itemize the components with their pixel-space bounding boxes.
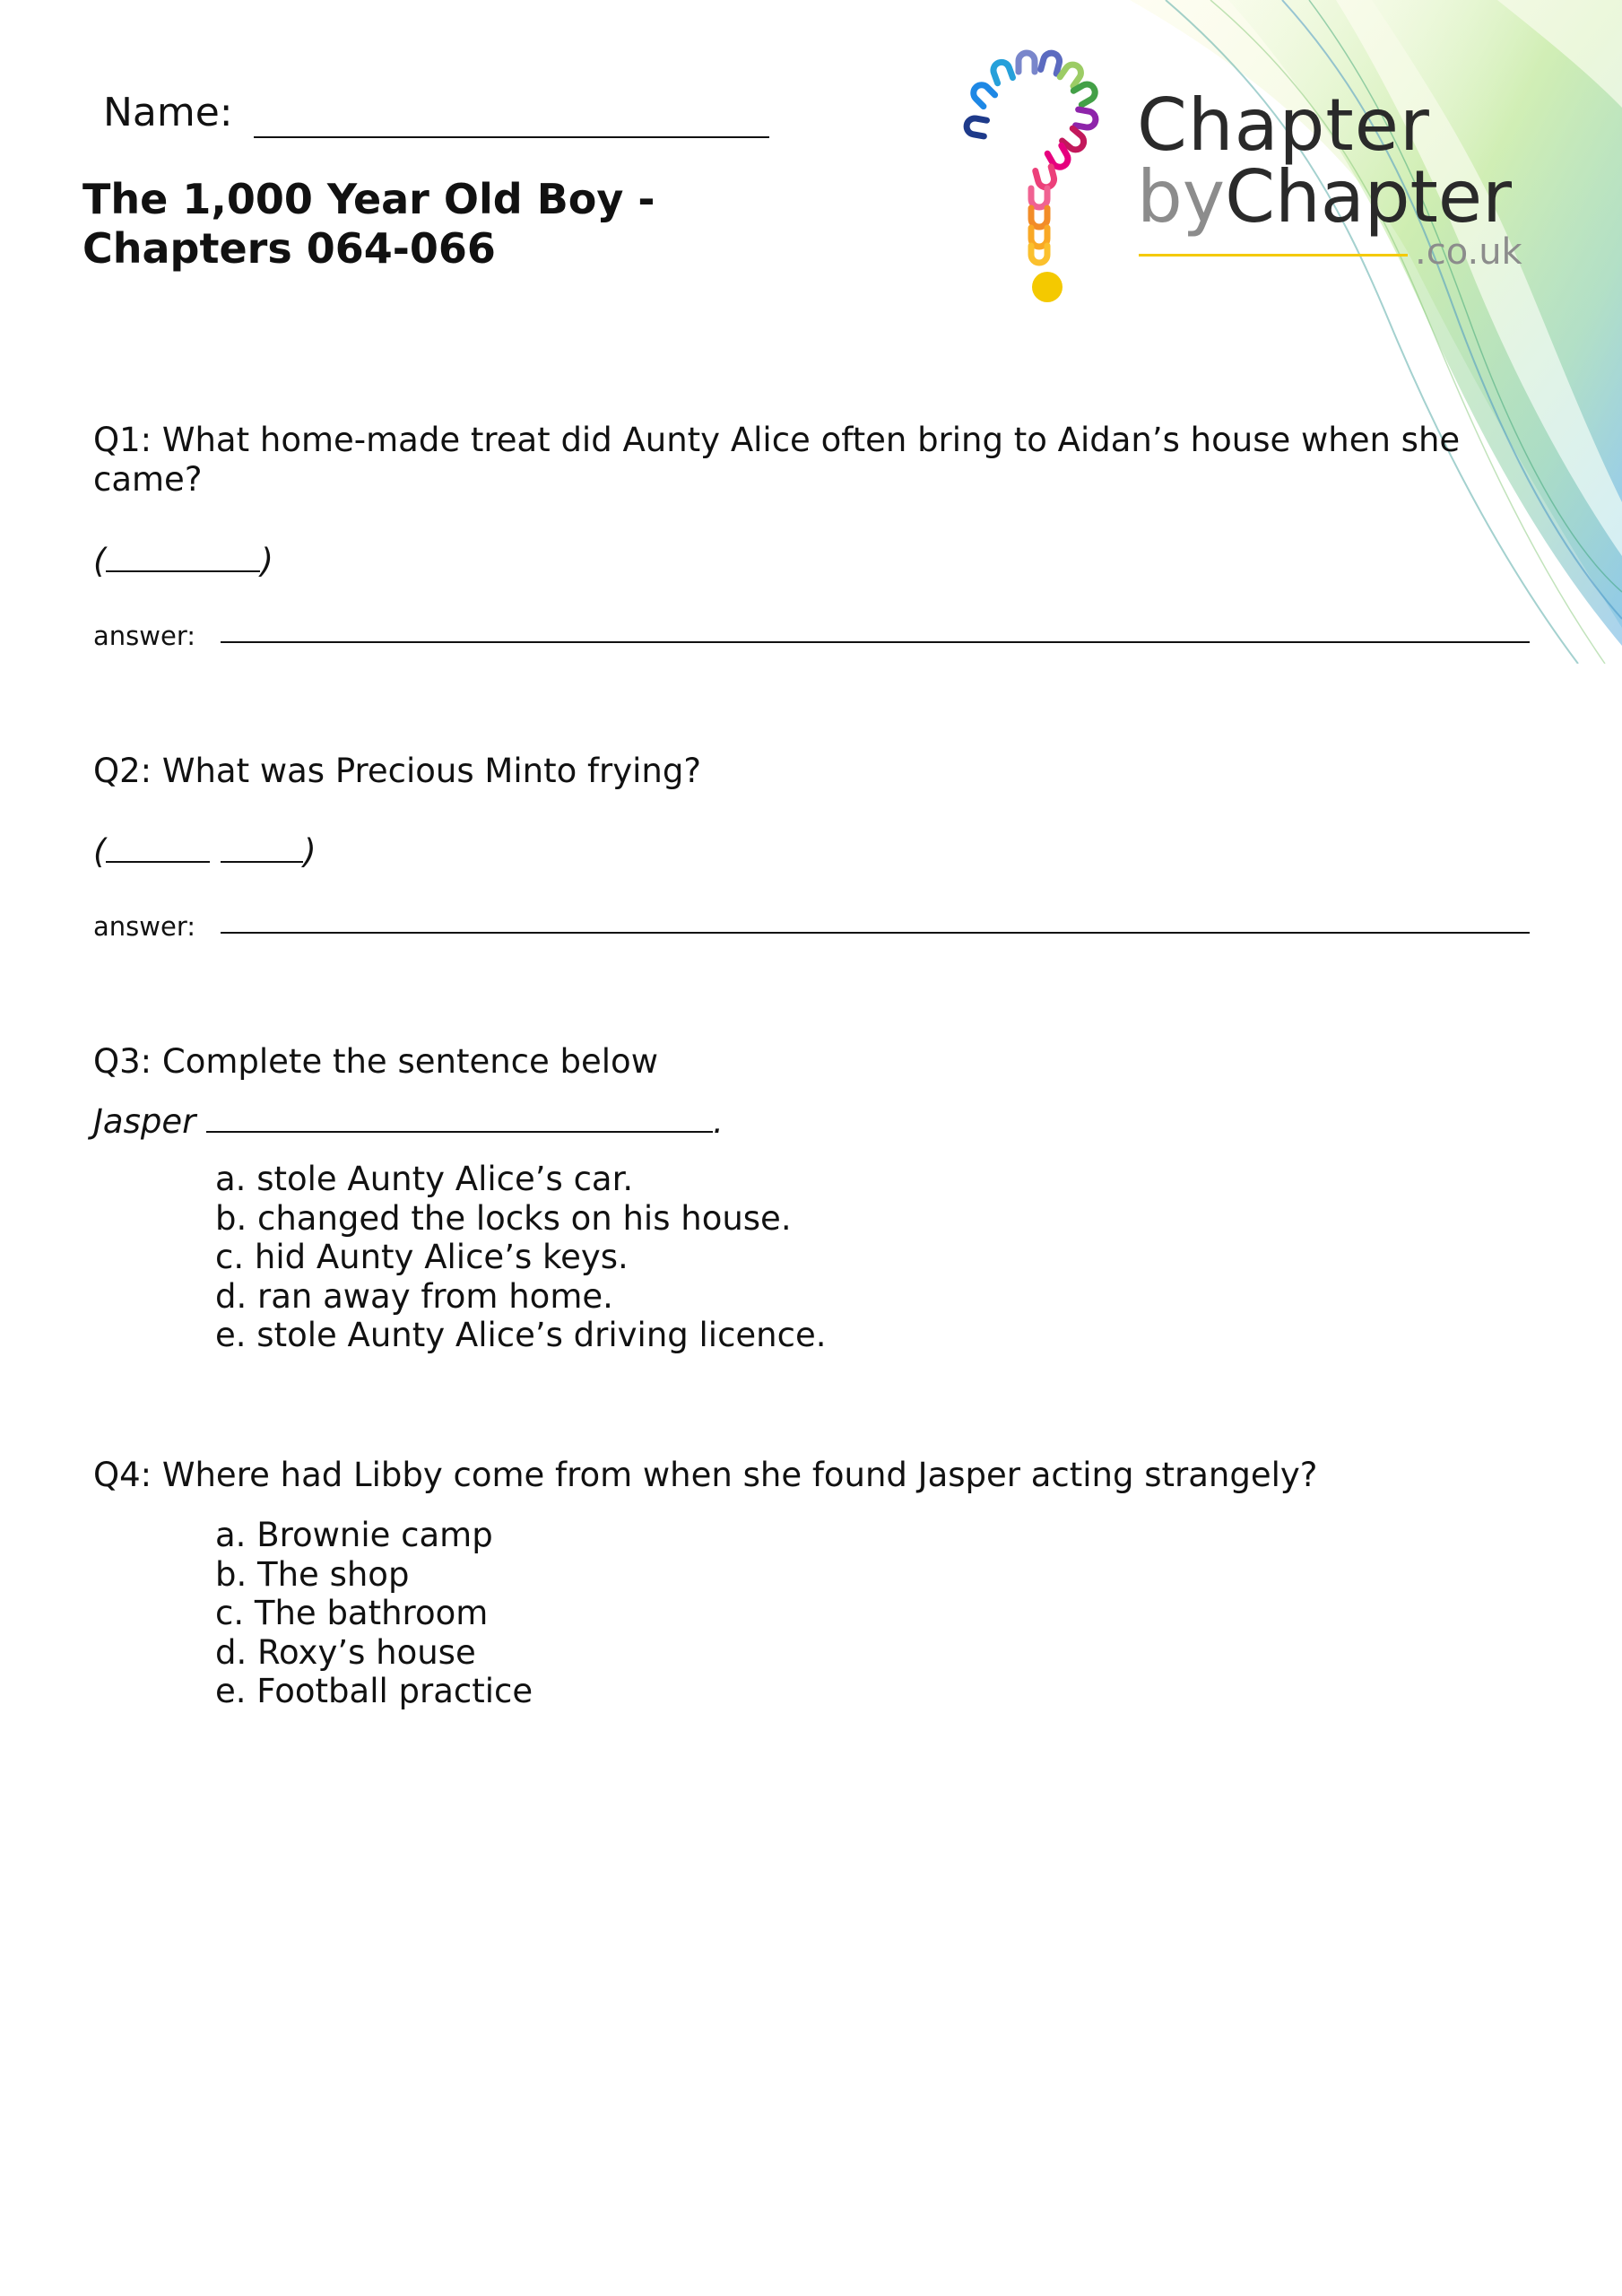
logo-underline [1139, 254, 1408, 257]
sentence-blank[interactable] [206, 1108, 713, 1133]
question-4-option[interactable]: c. The bathroom [215, 1594, 489, 1632]
name-field[interactable] [254, 136, 769, 138]
sentence-start: Jasper [93, 1102, 196, 1141]
title-line-2: Chapters 064-066 [82, 224, 496, 273]
question-4-option[interactable]: a. Brownie camp [215, 1516, 493, 1554]
hint-open-paren: ( [93, 542, 107, 580]
logo-word-chapter-2: Chapter [1225, 155, 1512, 239]
question-3-options [215, 1160, 827, 1355]
question-3-option[interactable]: a. stole Aunty Alice’s car. [215, 1160, 634, 1198]
question-2-hint [93, 832, 317, 871]
question-3-option[interactable]: c. hid Aunty Alice’s keys. [215, 1238, 629, 1276]
question-4-options [215, 1516, 533, 1711]
question-3-option[interactable]: e. stole Aunty Alice’s driving licence. [215, 1316, 827, 1354]
hint-blank-1 [106, 838, 210, 863]
logo-question-mark-icon [959, 45, 1139, 314]
question-3-text: Q3: Complete the sentence below [93, 1042, 658, 1081]
logo-word-chapter: Chapter [1137, 83, 1430, 167]
question-4-option[interactable]: b. The shop [215, 1554, 410, 1594]
hint-blank-2 [221, 838, 303, 863]
name-label: Name: [103, 90, 233, 135]
question-1-text: Q1: What home-made treat did Aunty Alice often bring to Aidan’s house when she came? [93, 421, 1461, 499]
logo-word-bychapter [1137, 155, 1512, 239]
question-1-answer-field[interactable] [221, 641, 1530, 643]
question-3-sentence [93, 1102, 724, 1141]
question-3-option[interactable]: d. ran away from home. [215, 1276, 613, 1316]
hint-open-paren: ( [93, 832, 107, 871]
logo-domain: .co.uk [1415, 231, 1522, 273]
worksheet-title [82, 175, 889, 274]
question-4-text: Q4: Where had Libby come from when she found Jasper acting strangely? [93, 1456, 1318, 1494]
hint-blank [106, 547, 260, 572]
hint-close-paren: ) [260, 542, 273, 580]
question-2-text: Q2: What was Precious Minto frying? [93, 752, 701, 790]
logo-word-by: by [1137, 155, 1226, 239]
question-4-option[interactable]: d. Roxy’s house [215, 1632, 476, 1672]
title-line-1: The 1,000 Year Old Boy - [82, 175, 655, 223]
question-1-answer-label: answer: [93, 621, 196, 651]
question-2-answer-field[interactable] [221, 932, 1530, 934]
question-2-answer-label: answer: [93, 911, 196, 942]
sentence-end: . [713, 1102, 724, 1141]
question-1-hint [93, 542, 273, 580]
hint-close-paren: ) [303, 832, 317, 871]
question-3-option[interactable]: b. changed the locks on his house. [215, 1198, 792, 1238]
question-4-option[interactable]: e. Football practice [215, 1672, 533, 1710]
